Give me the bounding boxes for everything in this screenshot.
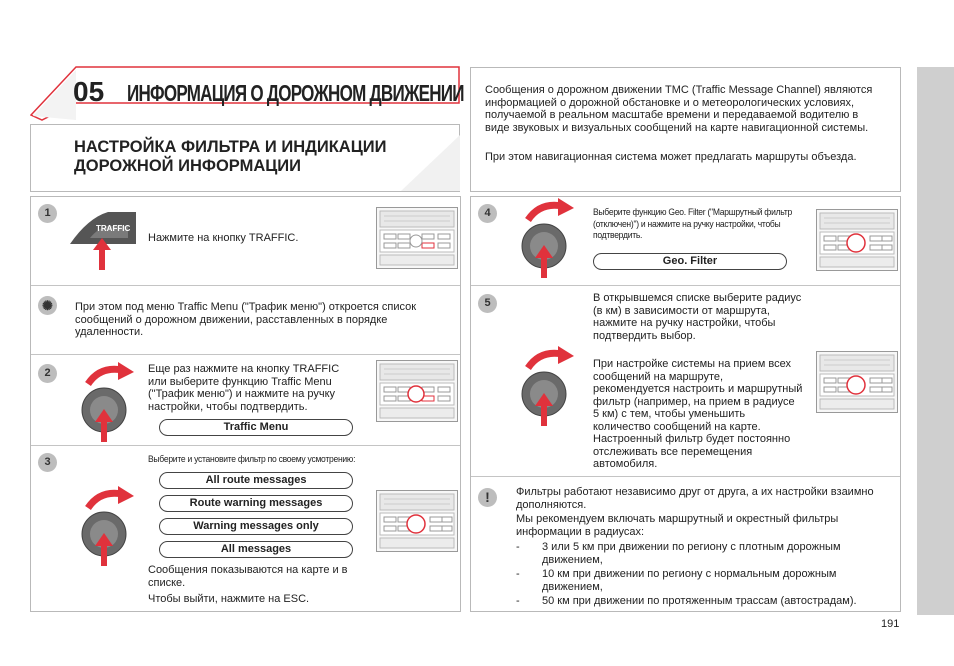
divider [31, 445, 460, 446]
traffic-button-icon [68, 208, 138, 270]
rotary-knob-press-icon [78, 486, 140, 566]
filter-option-all-messages[interactable]: All messages [159, 541, 353, 558]
warning-exclamation-icon: ! [478, 488, 497, 507]
rotary-knob-press-icon [518, 346, 580, 426]
step-number-4: 4 [478, 204, 497, 223]
step-number-1: 1 [38, 204, 57, 223]
step-3-text: Выберите и установите фильтр по своему усмотрению: [148, 454, 356, 465]
step-5-text-2: При настройке системы на прием всех сообщений на маршруте, рекомендуется настроить и маршрутный фильтр (например, на прием в радиусе 5 км) с тем, чтобы уменьшить количество сообщений на карте. Настроенный фильтр будет постоянно отслеживать все перемещения автомобиля. [593, 358, 803, 470]
divider [471, 476, 900, 477]
section-title [74, 138, 387, 176]
side-tab [917, 67, 954, 615]
list-item: - 3 или 5 км при движении по региону с плотным дорожным движением, [516, 541, 841, 566]
list-item: - 10 км при движении по региону с нормальным дорожным движением, [516, 568, 837, 593]
rotary-knob-press-icon [518, 198, 580, 278]
filter-option-route-warning[interactable]: Route warning messages [159, 495, 353, 512]
radio-panel-illustration [376, 360, 458, 422]
intro-paragraph-2: При этом навигационная система может предлагать маршруты объезда. [485, 151, 857, 163]
traffic-menu-option[interactable]: Traffic Menu [159, 419, 353, 436]
section-title-line1: НАСТРОЙКА ФИЛЬТРА И ИНДИКАЦИИ [74, 138, 387, 156]
warning-text-2: Мы рекомендуем включать маршрутный и окрестный фильтры информации в радиусах: [516, 513, 839, 538]
tip-text: При этом под меню Traffic Menu ("Трафик меню") откроется список сообщений о дорожном движении, расставленных в порядке удаленности. [75, 301, 417, 338]
divider [31, 354, 460, 355]
section-title-line2: ДОРОЖНОЙ ИНФОРМАЦИИ [74, 157, 302, 175]
filter-option-warning-only[interactable]: Warning messages only [159, 518, 353, 535]
radio-panel-illustration [376, 207, 458, 269]
warning-text-1: Фильтры работают независимо друг от друга, а их настройки взаимно дополняются. [516, 486, 874, 511]
tip-lightbulb-icon: ✺ [38, 296, 57, 315]
step-number-3: 3 [38, 453, 57, 472]
divider [31, 285, 460, 286]
radius-list [516, 541, 891, 610]
step-3-note-1: Сообщения показываются на карте и в списке. [148, 564, 348, 589]
chapter-number: 05 [73, 76, 105, 107]
radio-panel-illustration [816, 351, 898, 413]
step-4-text: Выберите функцию Geo. Filter ("Маршрутный фильтр (отключен)") и нажмите на ручку настройки, чтобы подтвердить. [593, 207, 792, 241]
traffic-button-label: TRAFFIC [96, 224, 131, 233]
step-2-text: Еще раз нажмите на кнопку TRAFFIC или выберите функцию Traffic Menu ("Трафик меню") и нажмите на ручку настройки, чтобы подтвердить. [148, 363, 340, 413]
step-number-2: 2 [38, 364, 57, 383]
filter-option-all-route[interactable]: All route messages [159, 472, 353, 489]
intro-paragraph-1: Сообщения о дорожном движении TMC (Traffic Message Channel) являются информацией о дорожной обстановке и о метеорологических условиях, получаемой в реальном масштабе времени и передаваемой водителю в виде звуковых и визуальных сообщений на карте навигационной системы. [485, 84, 873, 134]
step-3-note-2: Чтобы выйти, нажмите на ESC. [148, 593, 310, 605]
list-item: - 50 км при движении по протяженным трассам (автострадам). [516, 595, 857, 607]
step-1-text: Нажмите на кнопку TRAFFIC. [148, 232, 299, 244]
chapter-title: ИНФОРМАЦИЯ О ДОРОЖНОМ ДВИЖЕНИИ [127, 80, 464, 106]
page-number: 191 [881, 618, 900, 630]
step-number-5: 5 [478, 294, 497, 313]
geo-filter-option[interactable]: Geo. Filter [593, 253, 787, 270]
radio-panel-illustration [816, 209, 898, 271]
rotary-knob-press-icon [78, 362, 140, 442]
divider [471, 285, 900, 286]
radio-panel-illustration [376, 490, 458, 552]
step-5-text-1: В открывшемся списке выберите радиус (в км) в зависимости от маршрута, нажмите на ручку настройки, чтобы подтвердить выбор. [593, 292, 802, 342]
